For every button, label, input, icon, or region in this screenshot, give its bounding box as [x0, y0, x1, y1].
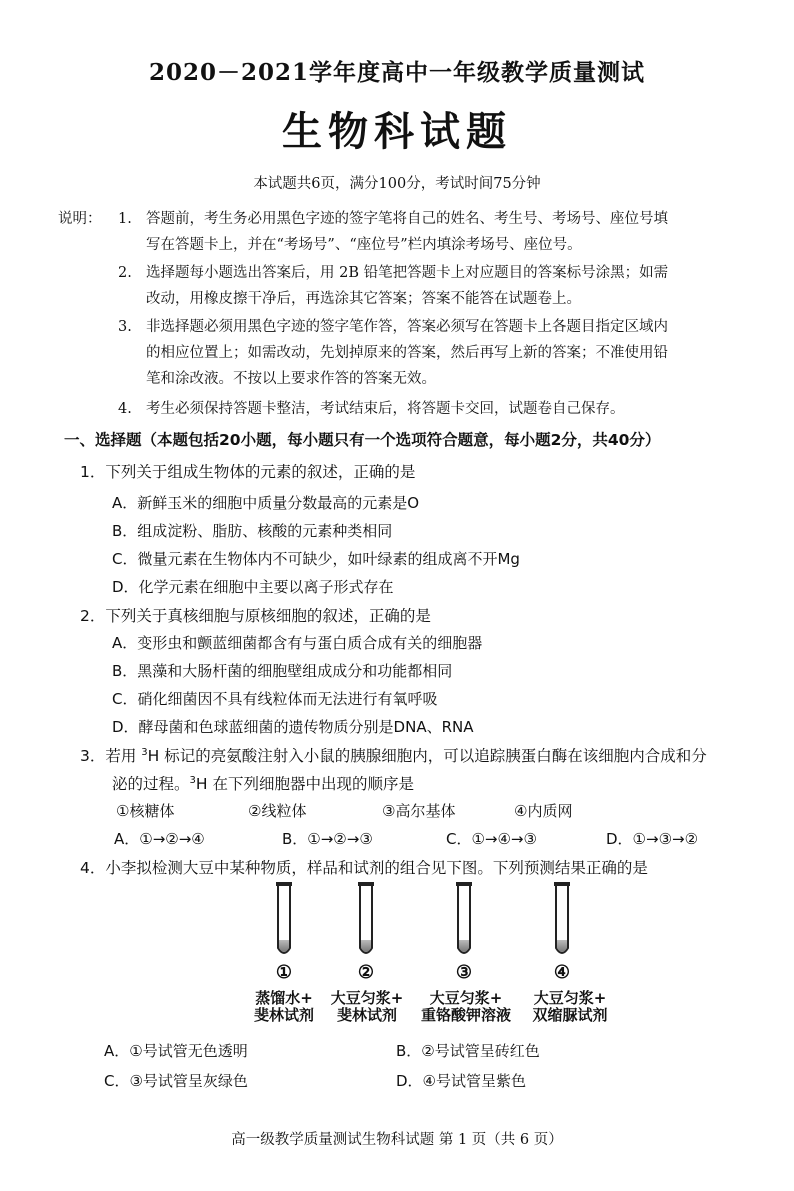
question-2-stem: 2．下列关于真核细胞与原核细胞的叙述，正确的是	[80, 607, 431, 625]
test-tube-2	[358, 882, 374, 953]
tube-label-line: 蒸馏水+	[255, 989, 313, 1007]
tube-number-1: ①	[275, 962, 293, 983]
question-1-option-d: D．化学元素在细胞中主要以离子形式存在	[112, 578, 394, 596]
question-2-option-d: D．酵母菌和色球蓝细菌的遗传物质分别是DNA、RNA	[112, 718, 474, 736]
organelle-4: ④内质网	[514, 802, 573, 820]
instructions	[58, 206, 748, 422]
question-1-option-a: A．新鲜玉米的细胞中质量分数最高的元素是O	[112, 494, 420, 512]
exam-year-title: 2020－2021学年度高中一年级教学质量测试	[148, 59, 646, 86]
tube-number-4: ④	[553, 962, 571, 983]
question-1-option-b: B．组成淀粉、脂肪、核酸的元素种类相同	[112, 522, 393, 540]
test-tubes-figure	[0, 880, 794, 960]
tube-label-2	[322, 990, 412, 1024]
question-4-stem: 4．小李拟检测大豆中某种物质，样品和试剂的组合见下图。下列预测结果正确的是	[80, 859, 648, 877]
question-3-stem-end: H 在下列细胞器中出现的顺序是	[195, 775, 414, 793]
question-4-option-d: D．④号试管呈紫色	[396, 1072, 526, 1090]
tube-label-line: 斐林试剂	[336, 1006, 397, 1024]
question-3-stem-cont: 泌的过程。	[112, 775, 190, 793]
tube-label-4	[518, 990, 622, 1024]
tube-label-line: 重铬酸钾溶液	[420, 1006, 511, 1024]
question-1-stem: 1．下列关于组成生物体的元素的叙述，正确的是	[80, 463, 416, 481]
instruction-text: 选择题每小题选出答案后，用 2B 铅笔把答题卡上对应题目的答案标号涂黑；如需	[146, 265, 669, 281]
instruction-text: 考生必须保持答题卡整洁，考试结束后，将答题卡交回，试题卷自己保存。	[146, 401, 625, 417]
question-3-option-c: C．①→④→③	[446, 830, 537, 848]
instruction-item-1	[58, 206, 748, 232]
question-3-option-d: D．①→③→②	[606, 830, 699, 848]
instructions-lead: 说明：	[58, 211, 102, 227]
instruction-text: 非选择题必须用黑色字迹的签字笔作答，答案必须写在答题卡上各题目指定区域内	[146, 319, 668, 335]
instruction-text-cont: 写在答题卡上，并在“考场号”、“座位号”栏内填涂考场号、座位号。	[146, 237, 582, 253]
organelle-2: ②线粒体	[248, 802, 307, 820]
test-tube-3	[456, 882, 472, 953]
isotope-superscript: 3	[189, 774, 196, 786]
tube-label-line: 大豆匀浆+	[533, 989, 607, 1007]
instruction-number: 2.	[118, 265, 132, 281]
tube-label-line: 大豆匀浆+	[429, 989, 503, 1007]
question-3-option-b: B．①→②→③	[282, 830, 373, 848]
tube-label-1	[244, 990, 324, 1024]
instruction-number: 3.	[118, 319, 132, 335]
tube-label-line: 斐林试剂	[253, 1006, 314, 1024]
instruction-text-cont: 改动，用橡皮擦干净后，再选涂其它答案；答案不能答在试题卷上。	[146, 291, 581, 307]
instruction-item-2	[58, 260, 748, 286]
instruction-text-cont: 笔和涂改液。不按以上要求作答的答案无效。	[146, 371, 436, 387]
instruction-text-cont: 的相应位置上；如需改动，先划掉原来的答案，然后再写上新的答案；不准使用铅	[146, 345, 668, 361]
organelle-1: ①核糖体	[116, 802, 175, 820]
tube-number-2: ②	[357, 962, 375, 983]
page-footer: 高一级教学质量测试生物科试题 第 1 页（共 6 页）	[231, 1132, 563, 1148]
question-3-stem-line2	[112, 772, 792, 794]
question-3-option-a: A．①→②→④	[114, 830, 205, 848]
instruction-item-3	[58, 314, 748, 340]
question-3-stem	[80, 744, 760, 766]
instruction-number: 1.	[118, 211, 132, 227]
tube-label-line: 大豆匀浆+	[330, 989, 404, 1007]
instruction-number: 4.	[118, 401, 132, 417]
test-tube-4	[554, 882, 570, 953]
question-2-option-b: B．黑藻和大肠杆菌的细胞壁组成成分和功能都相同	[112, 662, 453, 680]
question-3-stem-rest: H 标记的亮氨酸注射入小鼠的胰腺细胞内，可以追踪胰蛋白酶在该细胞内合成和分	[147, 747, 707, 765]
test-tube-1	[276, 882, 292, 953]
question-2-option-a: A．变形虫和颤蓝细菌都含有与蛋白质合成有关的细胞器	[112, 634, 483, 652]
instruction-item-4	[58, 396, 748, 422]
organelle-3: ③高尔基体	[382, 802, 456, 820]
isotope-superscript: 3	[141, 746, 148, 758]
question-4-option-b: B．②号试管呈砖红色	[396, 1042, 540, 1060]
question-4-option-c: C．③号试管呈灰绿色	[104, 1072, 248, 1090]
question-2-option-c: C．硝化细菌因不具有线粒体而无法进行有氧呼吸	[112, 690, 438, 708]
section-heading: 一、选择题（本题包括20小题，每小题只有一个选项符合题意，每小题2分，共40分）	[64, 431, 661, 449]
tube-number-3: ③	[455, 962, 473, 983]
question-3-stem-start: 3．若用	[80, 747, 142, 765]
tube-label-line: 双缩脲试剂	[532, 1006, 608, 1024]
exam-info: 本试题共6页，满分100分，考试时间75分钟	[253, 176, 541, 192]
instruction-text: 答题前，考生务必用黑色字迹的签字笔将自己的姓名、考生号、考场号、座位号填	[146, 211, 668, 227]
question-1-option-c: C．微量元素在生物体内不可缺少，如叶绿素的组成离不开Mg	[112, 550, 520, 568]
question-4-option-a: A．①号试管无色透明	[104, 1042, 248, 1060]
tube-label-3	[412, 990, 520, 1024]
subject-title: 生物科试题	[282, 108, 512, 155]
